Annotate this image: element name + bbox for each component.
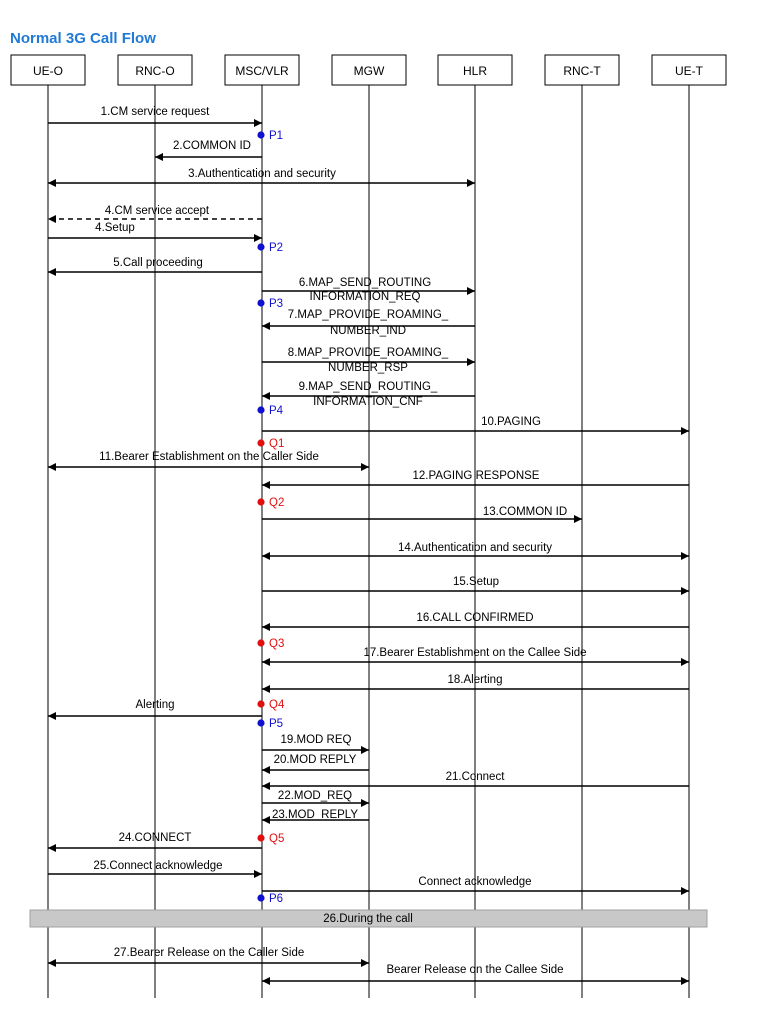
message-label: 18.Alerting (447, 674, 503, 686)
message-label: 9.MAP_SEND_ROUTING_ (298, 381, 438, 393)
message-label: 19.MOD REQ (280, 734, 352, 746)
message-label: 8.MAP_PROVIDE_ROAMING_ (287, 347, 449, 359)
message-arrow (48, 451, 369, 467)
point-marker-label: Q4 (269, 699, 285, 711)
point-marker (257, 497, 284, 509)
message-label: Alerting (135, 699, 175, 711)
message-arrow (262, 734, 369, 750)
message-label: 23.MOD_REPLY (271, 809, 359, 821)
point-marker (257, 242, 283, 254)
entity-box (11, 55, 85, 85)
message-label: 25.Connect acknowledge (93, 860, 223, 872)
message-arrow (48, 205, 262, 219)
message-label: 2.COMMON ID (173, 140, 251, 152)
message-label-line2: NUMBER_IND (329, 325, 407, 337)
message-label-line2: INFORMATION_CNF (313, 396, 423, 408)
point-marker-label: Q1 (269, 438, 285, 450)
message-label: 15.Setup (452, 576, 500, 588)
point-marker (257, 438, 284, 450)
message-label: 6.MAP_SEND_ROUTING (298, 277, 432, 289)
message-arrow (262, 542, 689, 556)
entity-label: UE-T (675, 64, 703, 78)
message-arrow (48, 947, 369, 963)
message-label-line2: INFORMATION_REQ (309, 291, 421, 303)
entity-box (545, 55, 619, 85)
entity-box (332, 55, 406, 85)
page-title: Normal 3G Call Flow (10, 30, 156, 47)
message-label: 1.CM service request (100, 106, 210, 118)
point-marker-label: P2 (269, 242, 284, 254)
message-arrow (262, 506, 582, 519)
entity-label: RNC-T (563, 64, 601, 78)
entity-label: UE-O (33, 64, 63, 78)
entity-label: MGW (353, 64, 385, 78)
message-label: 21.Connect (445, 771, 505, 783)
message-label: 20.MOD REPLY (273, 754, 357, 766)
point-marker (257, 130, 283, 142)
point-marker (257, 638, 284, 650)
message-label: 13.COMMON ID (482, 506, 568, 518)
message-arrow (155, 140, 262, 157)
message-label: 12.PAGING RESPONSE (412, 470, 540, 482)
message-label: Bearer Release on the Callee Side (386, 964, 564, 976)
message-label: 4.CM service accept (104, 205, 210, 217)
message-label: 22.MOD_REQ (277, 790, 353, 802)
message-label: 10.PAGING (481, 416, 541, 428)
point-marker-label: Q3 (269, 638, 285, 650)
point-marker-label: P6 (269, 893, 284, 905)
point-marker-label: P3 (269, 298, 284, 310)
message-arrow (262, 809, 369, 821)
entity-label: MSC/VLR (235, 64, 289, 78)
entity-box (225, 55, 299, 85)
message-label: 3.Authentication and security (188, 168, 336, 180)
point-marker (257, 298, 283, 310)
point-marker (257, 833, 284, 845)
entity-box (438, 55, 512, 85)
point-marker (257, 718, 283, 730)
point-marker (257, 893, 283, 905)
message-label: 5.Call proceeding (113, 257, 203, 269)
message-arrow (48, 860, 262, 874)
call-phase-band-label: 26.During the call (323, 913, 413, 925)
message-label: 4.Setup (95, 222, 135, 234)
message-label: 11.Bearer Establishment on the Caller Side (99, 451, 319, 463)
message-label-line2: NUMBER_RSP (328, 362, 408, 374)
message-label: 7.MAP_PROVIDE_ROAMING_ (287, 309, 449, 321)
entity-box (118, 55, 192, 85)
point-marker-label: P1 (269, 130, 284, 142)
point-marker-label: P5 (269, 718, 284, 730)
point-marker (257, 405, 283, 417)
point-marker-label: Q2 (269, 497, 285, 509)
entity-label: HLR (462, 64, 488, 78)
entity-box (652, 55, 726, 85)
point-marker-label: Q5 (269, 833, 285, 845)
message-label: 27.Bearer Release on the Caller Side (113, 947, 305, 959)
message-label: 16.CALL CONFIRMED (416, 612, 534, 624)
message-arrow (262, 790, 369, 803)
message-label: 14.Authentication and security (397, 542, 553, 554)
message-label: 17.Bearer Establishment on the Callee Side (363, 647, 587, 659)
entity-label: RNC-O (135, 64, 175, 78)
point-marker-label: P4 (269, 405, 284, 417)
message-arrow (262, 754, 369, 770)
message-label: 24.CONNECT (118, 832, 192, 844)
message-label: Connect acknowledge (418, 876, 532, 888)
call-phase-band (30, 910, 707, 927)
